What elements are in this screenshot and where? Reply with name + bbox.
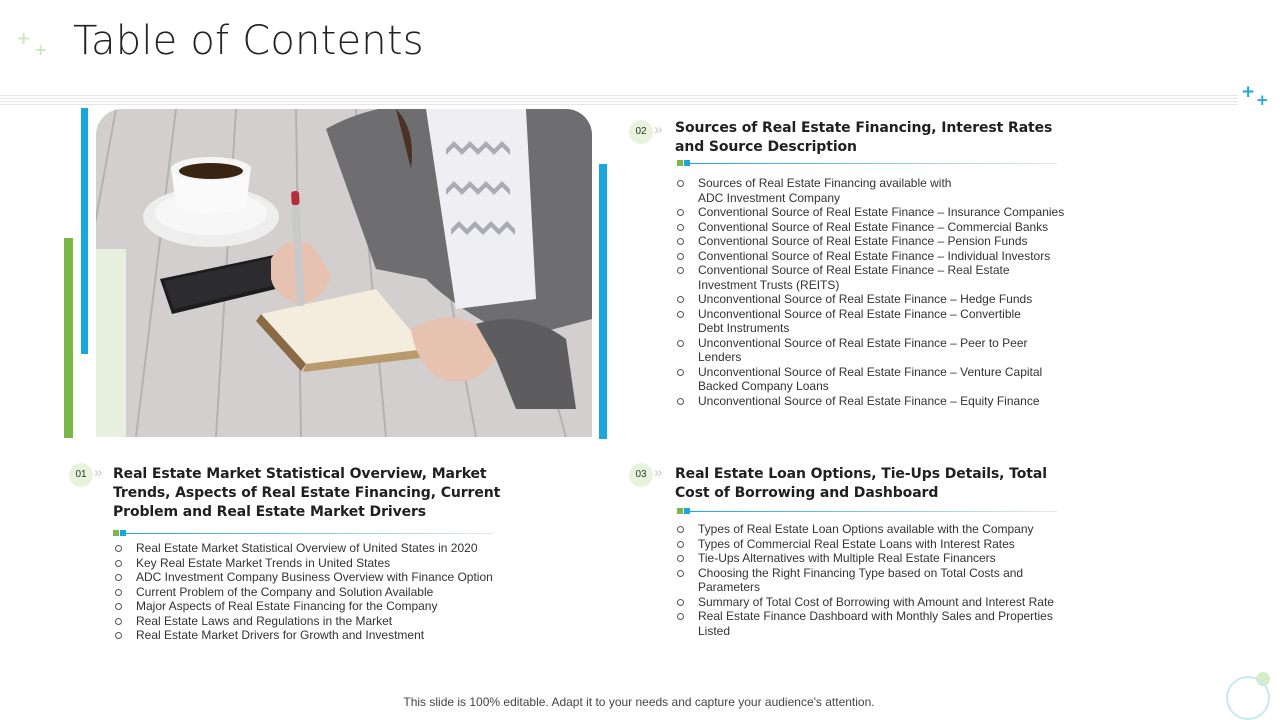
- accent-bar-blue: [81, 108, 88, 354]
- list-item: Types of Commercial Real Estate Loans with Interest Rates: [676, 537, 1076, 552]
- corner-circle-decoration: [1226, 676, 1270, 720]
- list-item: Unconventional Source of Real Estate Finance – Hedge Funds: [676, 292, 1076, 307]
- plus-decoration-icon: +: [16, 28, 32, 49]
- list-item: Conventional Source of Real Estate Finance – Commercial Banks: [676, 220, 1076, 235]
- section-rule: [677, 159, 1057, 167]
- chevron-right-icon: »: [94, 464, 103, 481]
- list-item: Real Estate Market Drivers for Growth and Investment: [114, 628, 534, 643]
- list-item: Conventional Source of Real Estate Finance – Pension Funds: [676, 234, 1076, 249]
- footer-note: This slide is 100% editable. Adapt it to your needs and capture your audience's attention.: [403, 695, 875, 709]
- list-item: Unconventional Source of Real Estate Finance – Convertible Debt Instruments: [676, 307, 1076, 336]
- section-number-badge: 02: [629, 120, 653, 144]
- chevron-right-icon: »: [654, 121, 663, 138]
- list-item: ADC Investment Company Business Overview with Finance Option: [114, 570, 534, 585]
- list-item: Real Estate Market Statistical Overview of United States in 2020: [114, 541, 534, 556]
- section-number-badge: 01: [69, 463, 93, 487]
- list-item: Major Aspects of Real Estate Financing for the Company: [114, 599, 534, 614]
- section-rule: [113, 529, 493, 537]
- list-item: Summary of Total Cost of Borrowing with Amount and Interest Rate: [676, 595, 1076, 610]
- section-title: Real Estate Loan Options, Tie-Ups Details, Total Cost of Borrowing and Dashboard: [675, 466, 1047, 501]
- list-item: Real Estate Laws and Regulations in the Market: [114, 614, 534, 629]
- list-item: Unconventional Source of Real Estate Finance – Venture Capital Backed Company Loans: [676, 365, 1076, 394]
- list-item: Conventional Source of Real Estate Finance – Real Estate Investment Trusts (REITS): [676, 263, 1076, 292]
- list-item: Types of Real Estate Loan Options available with the Company: [676, 522, 1076, 537]
- plus-decoration-icon: +: [34, 40, 48, 59]
- chevron-right-icon: »: [654, 464, 663, 481]
- section-number-badge: 03: [629, 463, 653, 487]
- list-item: Current Problem of the Company and Solution Available: [114, 585, 534, 600]
- accent-bar-blue-right: [599, 164, 607, 439]
- list-item: Unconventional Source of Real Estate Finance – Peer to Peer Lenders: [676, 336, 1076, 365]
- section-rule: [677, 507, 1057, 515]
- list-item: Tie-Ups Alternatives with Multiple Real Estate Financers: [676, 551, 1076, 566]
- section-item-list: [676, 176, 1076, 408]
- list-item: Choosing the Right Financing Type based on Total Costs and Parameters: [676, 566, 1076, 595]
- header-divider: [0, 95, 1238, 107]
- plus-decoration-icon: +: [1241, 82, 1256, 102]
- list-item: Key Real Estate Market Trends in United States: [114, 556, 534, 571]
- page-title: Table of Contents: [73, 18, 424, 64]
- section-title: Sources of Real Estate Financing, Interest Rates and Source Description: [675, 120, 1053, 155]
- section-item-list: [676, 522, 1076, 638]
- accent-bar-green: [64, 238, 73, 438]
- list-item: Sources of Real Estate Financing available with ADC Investment Company: [676, 176, 1076, 205]
- plus-decoration-icon: +: [1256, 91, 1269, 109]
- section-item-list: [114, 541, 534, 643]
- section-title: Real Estate Market Statistical Overview, Market Trends, Aspects of Real Estate Financing, Current Problem and Real Estate Market Drivers: [113, 466, 501, 520]
- list-item: Real Estate Finance Dashboard with Monthly Sales and Properties Listed: [676, 609, 1076, 638]
- list-item: Conventional Source of Real Estate Finance – Individual Investors: [676, 249, 1076, 264]
- list-item: Unconventional Source of Real Estate Finance – Equity Finance: [676, 394, 1076, 409]
- hero-photo: [96, 109, 592, 437]
- list-item: Conventional Source of Real Estate Finance – Insurance Companies: [676, 205, 1076, 220]
